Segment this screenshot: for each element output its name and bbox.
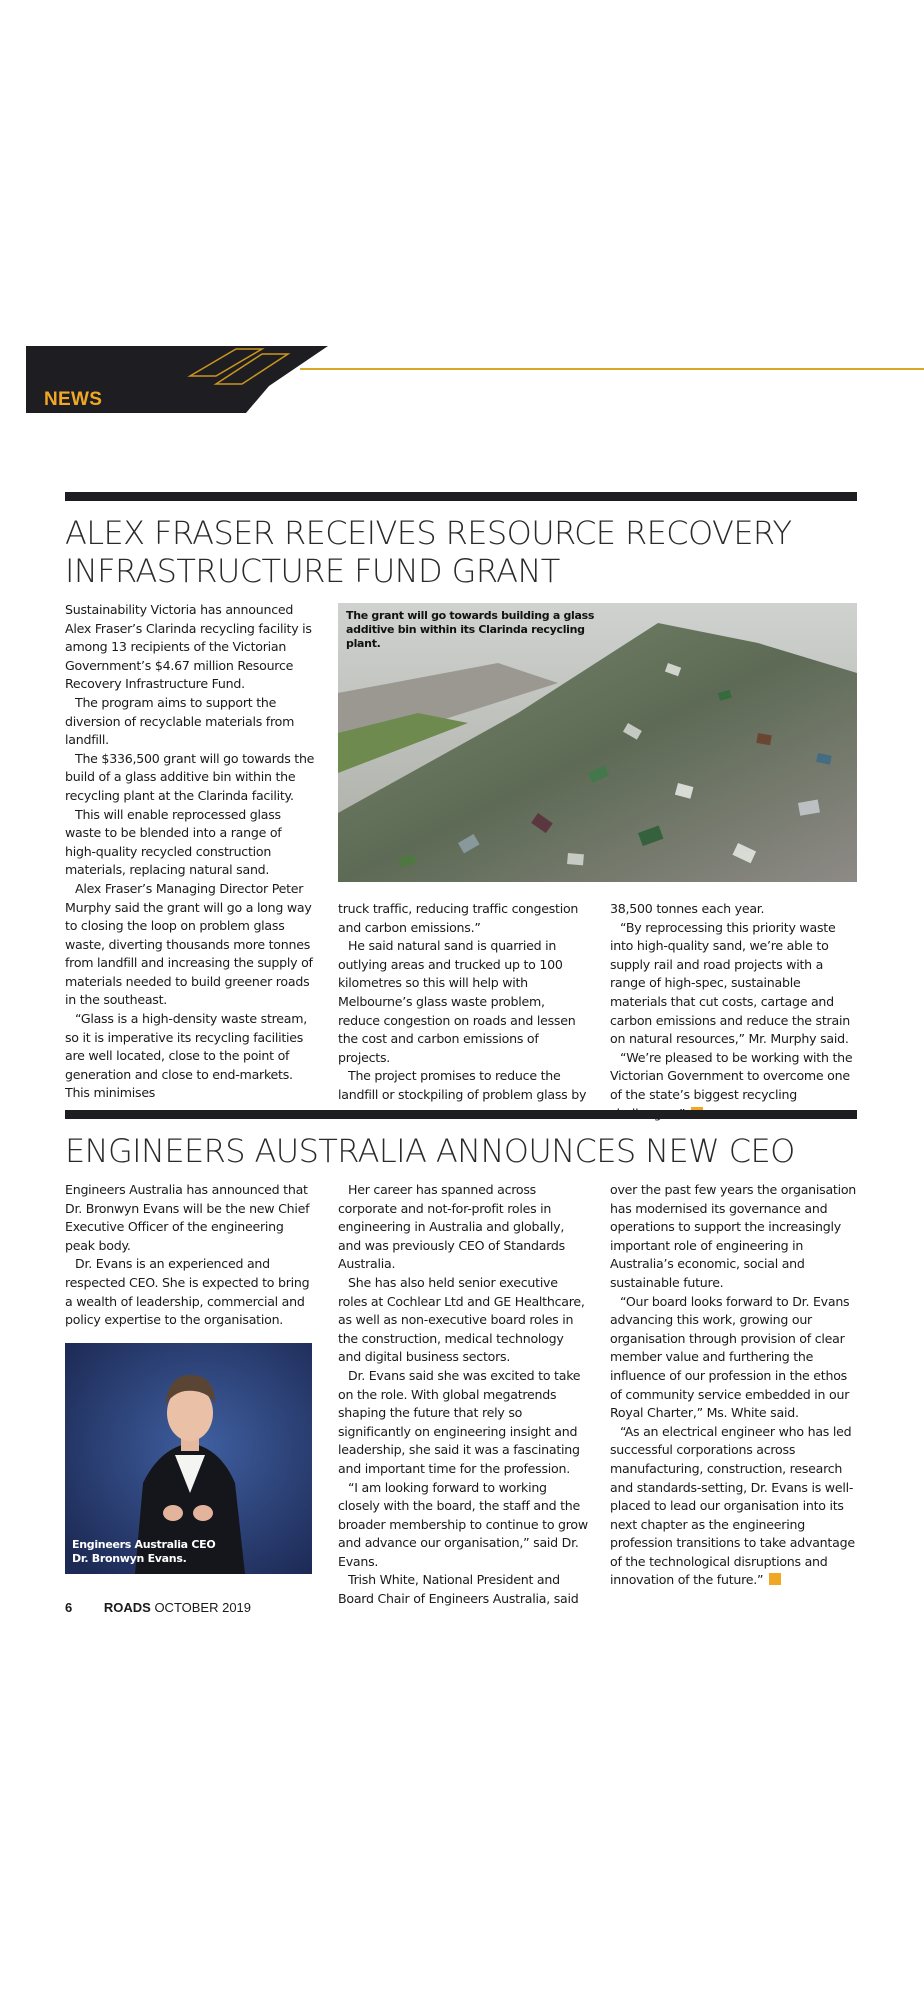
end-mark-icon <box>769 1573 781 1585</box>
magazine-name: ROADS <box>103 1600 151 1615</box>
article-column-2 <box>338 1181 588 1609</box>
paragraph: Dr. Evans is an experienced and respected CEO. She is expected to bring a wealth of leadership, commercial and policy expertise to the organisation. <box>65 1256 310 1328</box>
paragraph: “By reprocessing this priority waste into high-quality sand, we’re able to supply rail and road projects with a range of high-spec, sustainable materials that cut costs, cartage and carbon emissions and reduce the strain on natural resources,” Mr. Murphy said. <box>610 919 850 1047</box>
headline-line-2: INFRASTRUCTURE FUND GRANT <box>65 552 560 590</box>
paragraph: He said natural sand is quarried in outlying areas and trucked up to 100 kilometres so this will help with Melbourne’s glass waste problem, reduce congestion on roads and lessen the cost and carbon emissions of projects. <box>338 938 576 1065</box>
paragraph: “Our board looks forward to Dr. Evans advancing this work, growing our organisation through provision of clear member value and furthering the influence of our profession in the ethos of community service embedded in our Royal Charter,” Ms. White said. <box>610 1293 850 1421</box>
caption-line-1: Engineers Australia CEO <box>72 1538 216 1551</box>
paragraph: “Glass is a high-density waste stream, so it is imperative its recycling facilities are well located, close to the point of generation and close to end-markets. This minimises <box>65 1011 308 1101</box>
paragraph: The $336,500 grant will go towards the build of a glass additive bin within the recycling plant at the Clarinda facility. <box>65 750 315 803</box>
article-column-2 <box>338 900 588 1105</box>
caption-line-2: Dr. Bronwyn Evans. <box>72 1552 187 1565</box>
article-column-3 <box>610 1181 860 1590</box>
paragraph: 38,500 tonnes each year. <box>610 901 765 916</box>
paragraph: This will enable reprocessed glass waste to be blended into a range of high-quality recycled construction materials, replacing natural sand. <box>65 806 282 878</box>
article-column-1 <box>65 1181 315 1330</box>
page-footer <box>65 1600 251 1615</box>
article-divider-bar <box>65 492 857 501</box>
paragraph: Her career has spanned across corporate and not-for-profit roles in engineering in Australia and globally, and was previously CEO of Standards Australia. <box>338 1182 565 1272</box>
paragraph: Sustainability Victoria has announced Alex Fraser’s Clarinda recycling facility is among 13 recipients of the Victorian Government’s $4.67 million Resource Recovery Infrastructure Fund. <box>65 602 312 692</box>
paragraph: Dr. Evans said she was excited to take on the role. With global megatrends shaping the future that rely so significantly on engineering insight and leadership, she said it was a fascinating and important time for the profession. <box>338 1367 581 1476</box>
article-column-3 <box>610 900 860 1123</box>
photo-caption: The grant will go towards building a glass additive bin within its Clarinda recycling plant. <box>346 609 595 650</box>
article-headline: ENGINEERS AUSTRALIA ANNOUNCES NEW CEO <box>65 1132 795 1170</box>
paragraph <box>610 1423 860 1590</box>
paragraph: Engineers Australia has announced that Dr. Bronwyn Evans will be the new Chief Executive Officer of the engineering peak body. <box>65 1182 310 1253</box>
page-number: 6 <box>65 1600 73 1615</box>
paragraph: She has also held senior executive roles at Cochlear Ltd and GE Healthcare, as well as non-executive board roles in the construction, medical technology and digital business sectors. <box>338 1274 585 1365</box>
article-headline <box>65 514 865 590</box>
article-column-1 <box>65 601 315 1103</box>
headline-line-1: ALEX FRASER RECEIVES RESOURCE RECOVERY <box>65 514 792 552</box>
paragraph: The program aims to support the diversion of recyclable materials from landfill. <box>65 694 295 748</box>
paragraph-text: “We’re pleased to be working with the Victorian Government to overcome one of the state’s biggest recycling <box>610 1049 853 1102</box>
glass-pile-photo <box>338 603 857 882</box>
section-label: NEWS <box>44 389 103 410</box>
paragraph: over the past few years the organisation has modernised its governance and operations to support the increasingly important role of engineering in Australia’s economic, social and sustainable future. <box>610 1182 857 1290</box>
header-rule <box>300 368 924 370</box>
paragraph: The project promises to reduce the landfill or stockpiling of problem glass by <box>338 1068 587 1102</box>
paragraph: truck traffic, reducing traffic congestion and carbon emissions.” <box>338 901 579 935</box>
paragraph: “I am looking forward to working closely with the board, the staff and the broader membership to continue to grow and advance our organisation,” said Dr. Evans. <box>338 1479 588 1569</box>
photo-caption <box>72 1538 215 1566</box>
paragraph-text: “As an electrical engineer who has led successful corporations across manufacturing, construction, research and standards-setting, Dr. Evans is well-placed to lead our organisation into its next chapter as the engineering profession transitions to take advantage of the technological disruptions and innovation of the future.” <box>610 1423 855 1588</box>
paragraph: Trish White, National President and Board Chair of Engineers Australia, said <box>338 1572 579 1607</box>
article-divider-bar <box>65 1110 857 1119</box>
section-banner <box>26 346 328 413</box>
ceo-portrait-photo <box>65 1343 312 1574</box>
issue-date: OCTOBER 2019 <box>154 1600 252 1615</box>
paragraph: Alex Fraser’s Managing Director Peter Murphy said the grant will go a long way to closing the loop on problem glass waste, diverting thousands more tonnes from landfill and increasing the supply of materials needed to build greener roads in the southeast. <box>65 880 313 1008</box>
